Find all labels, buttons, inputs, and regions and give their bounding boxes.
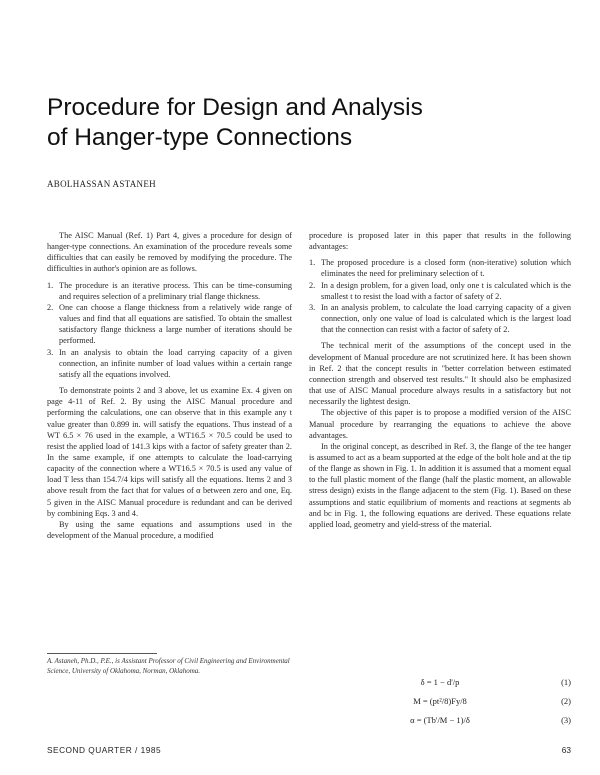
body-paragraph: In the original concept, as described in Ref. 3, the flange of the tee hanger is assumed to act as a beam supported at the edge of the bolt hole and at the tip of the flange as shown in Fig. 1. In addition it is assumed that a moment equal to the full plastic moment of the flange (half the plastic moment, an allowable stress design) exists in the flange adjacent to the stem (Fig. 1). Based on these assumptions and static equilibrium of moments and reactions at segments ab and bc in Fig. 1, the following equations are derived. These equations relate applied load, geometry and yield-stress of the material. xyxy=(309,441,571,529)
equation-formula: δ = 1 − d'/p xyxy=(420,677,460,687)
equation-formula: M = (pt²/8)Fy/8 xyxy=(413,696,467,706)
equation-formula: α = (Tb'/M − 1)/δ xyxy=(410,715,470,725)
left-column xyxy=(47,230,292,541)
title-line-1: Procedure for Design and Analysis xyxy=(47,94,423,121)
body-paragraph: By using the same equations and assumptions used in the development of the Manual procedure, a modified xyxy=(47,519,292,541)
equation-row xyxy=(309,715,571,734)
body-paragraph: The technical merit of the assumptions of the concept used in the development of Manual procedure are not scrutinized here. It has been shown in Ref. 2 that the concept results in "better correlation between estimated connection strength and observed test results." It should also be emphasized that use of AISC Manual procedure always results in a satisfactory but not necessarily the lightest design. xyxy=(309,341,571,407)
article-title xyxy=(47,93,567,153)
equation-number: (2) xyxy=(561,696,571,706)
list-item: 1. The procedure is an iterative process. This can be time-consuming and requires selection of a preliminary trial flange thickness. xyxy=(47,280,292,301)
author-byline: ABOLHASSAN ASTANEH xyxy=(47,179,156,189)
equation-number: (1) xyxy=(561,677,571,687)
equation-block xyxy=(309,677,571,734)
body-paragraph: procedure is proposed later in this paper that results in the following advantages: xyxy=(309,231,571,252)
right-column xyxy=(309,230,571,530)
list-item: 2. One can choose a flange thickness from a relatively wide range of values and find that all equations are satisfied. To obtain the smallest satisfactory flange thickness a large number of iterations should be performed. xyxy=(47,302,292,346)
page-number: 63 xyxy=(561,745,571,755)
body-paragraph: To demonstrate points 2 and 3 above, let us examine Ex. 4 given on page 4-11 of Ref. 2. By using the AISC Manual procedure and performing the calculations, one can observe that in this example any t value greater than 0.899 in. will satisfy the equations. Thus instead of a WT 6.5 × 76 used in the example, a WT16.5 × 70.5 could be used to resist the applied load of 141.3 kips with a factor of safety greater than 2. In the same example, if one attempts to calculate the load-carrying capacity of the connection where a WT16.5 × 70.5 is used any value of load T less than 154.7/4 kips will satisfy all the equations. Items 2 and 3 above result from the fact that for values of α between zero and one, Eq. 5 given in the AISC Manual procedure is redundant and can be derived by combining Eqs. 3 and 4. xyxy=(47,386,292,518)
journal-issue-footer: SECOND QUARTER / 1985 xyxy=(47,745,162,755)
author-footnote: A. Astaneh, Ph.D., P.E., is Assistant Professor of Civil Engineering and Environmental Science, University of Oklahoma, Norman, Oklahoma. xyxy=(47,657,290,675)
title-line-2: of Hanger-type Connections xyxy=(47,124,353,151)
equation-number: (3) xyxy=(561,715,571,725)
intro-paragraph: The AISC Manual (Ref. 1) Part 4, gives a procedure for design of hanger-type connections. An examination of the procedure reveals some difficulties that can easily be removed by modifying the procedure. The difficulties in author's opinion are as follows. xyxy=(47,231,292,274)
footnote-divider xyxy=(47,653,157,654)
list-item: 1. The proposed procedure is a closed form (non-iterative) solution which eliminates the need for preliminary selection of t. xyxy=(309,258,571,279)
body-paragraph: The objective of this paper is to propose a modified version of the AISC Manual procedure by rearranging the equations to achieve the above advantages. xyxy=(309,408,571,440)
list-item: 3. In an analysis to obtain the load carrying capacity of a given connection, an infinite number of load values within a certain range satisfy all the equations involved. xyxy=(47,347,292,379)
list-item: 3. In an analysis problem, to calculate the load carrying capacity of a given connection, only one value of load is calculated which is the largest load that the connection can resist with a factor of safety of 2. xyxy=(309,302,571,335)
equation-row xyxy=(309,696,571,715)
list-item: 2. In a design problem, for a given load, only one t is calculated which is the smallest t to resist the load with a factor of safety of 2. xyxy=(309,280,571,301)
equation-row xyxy=(309,677,571,696)
